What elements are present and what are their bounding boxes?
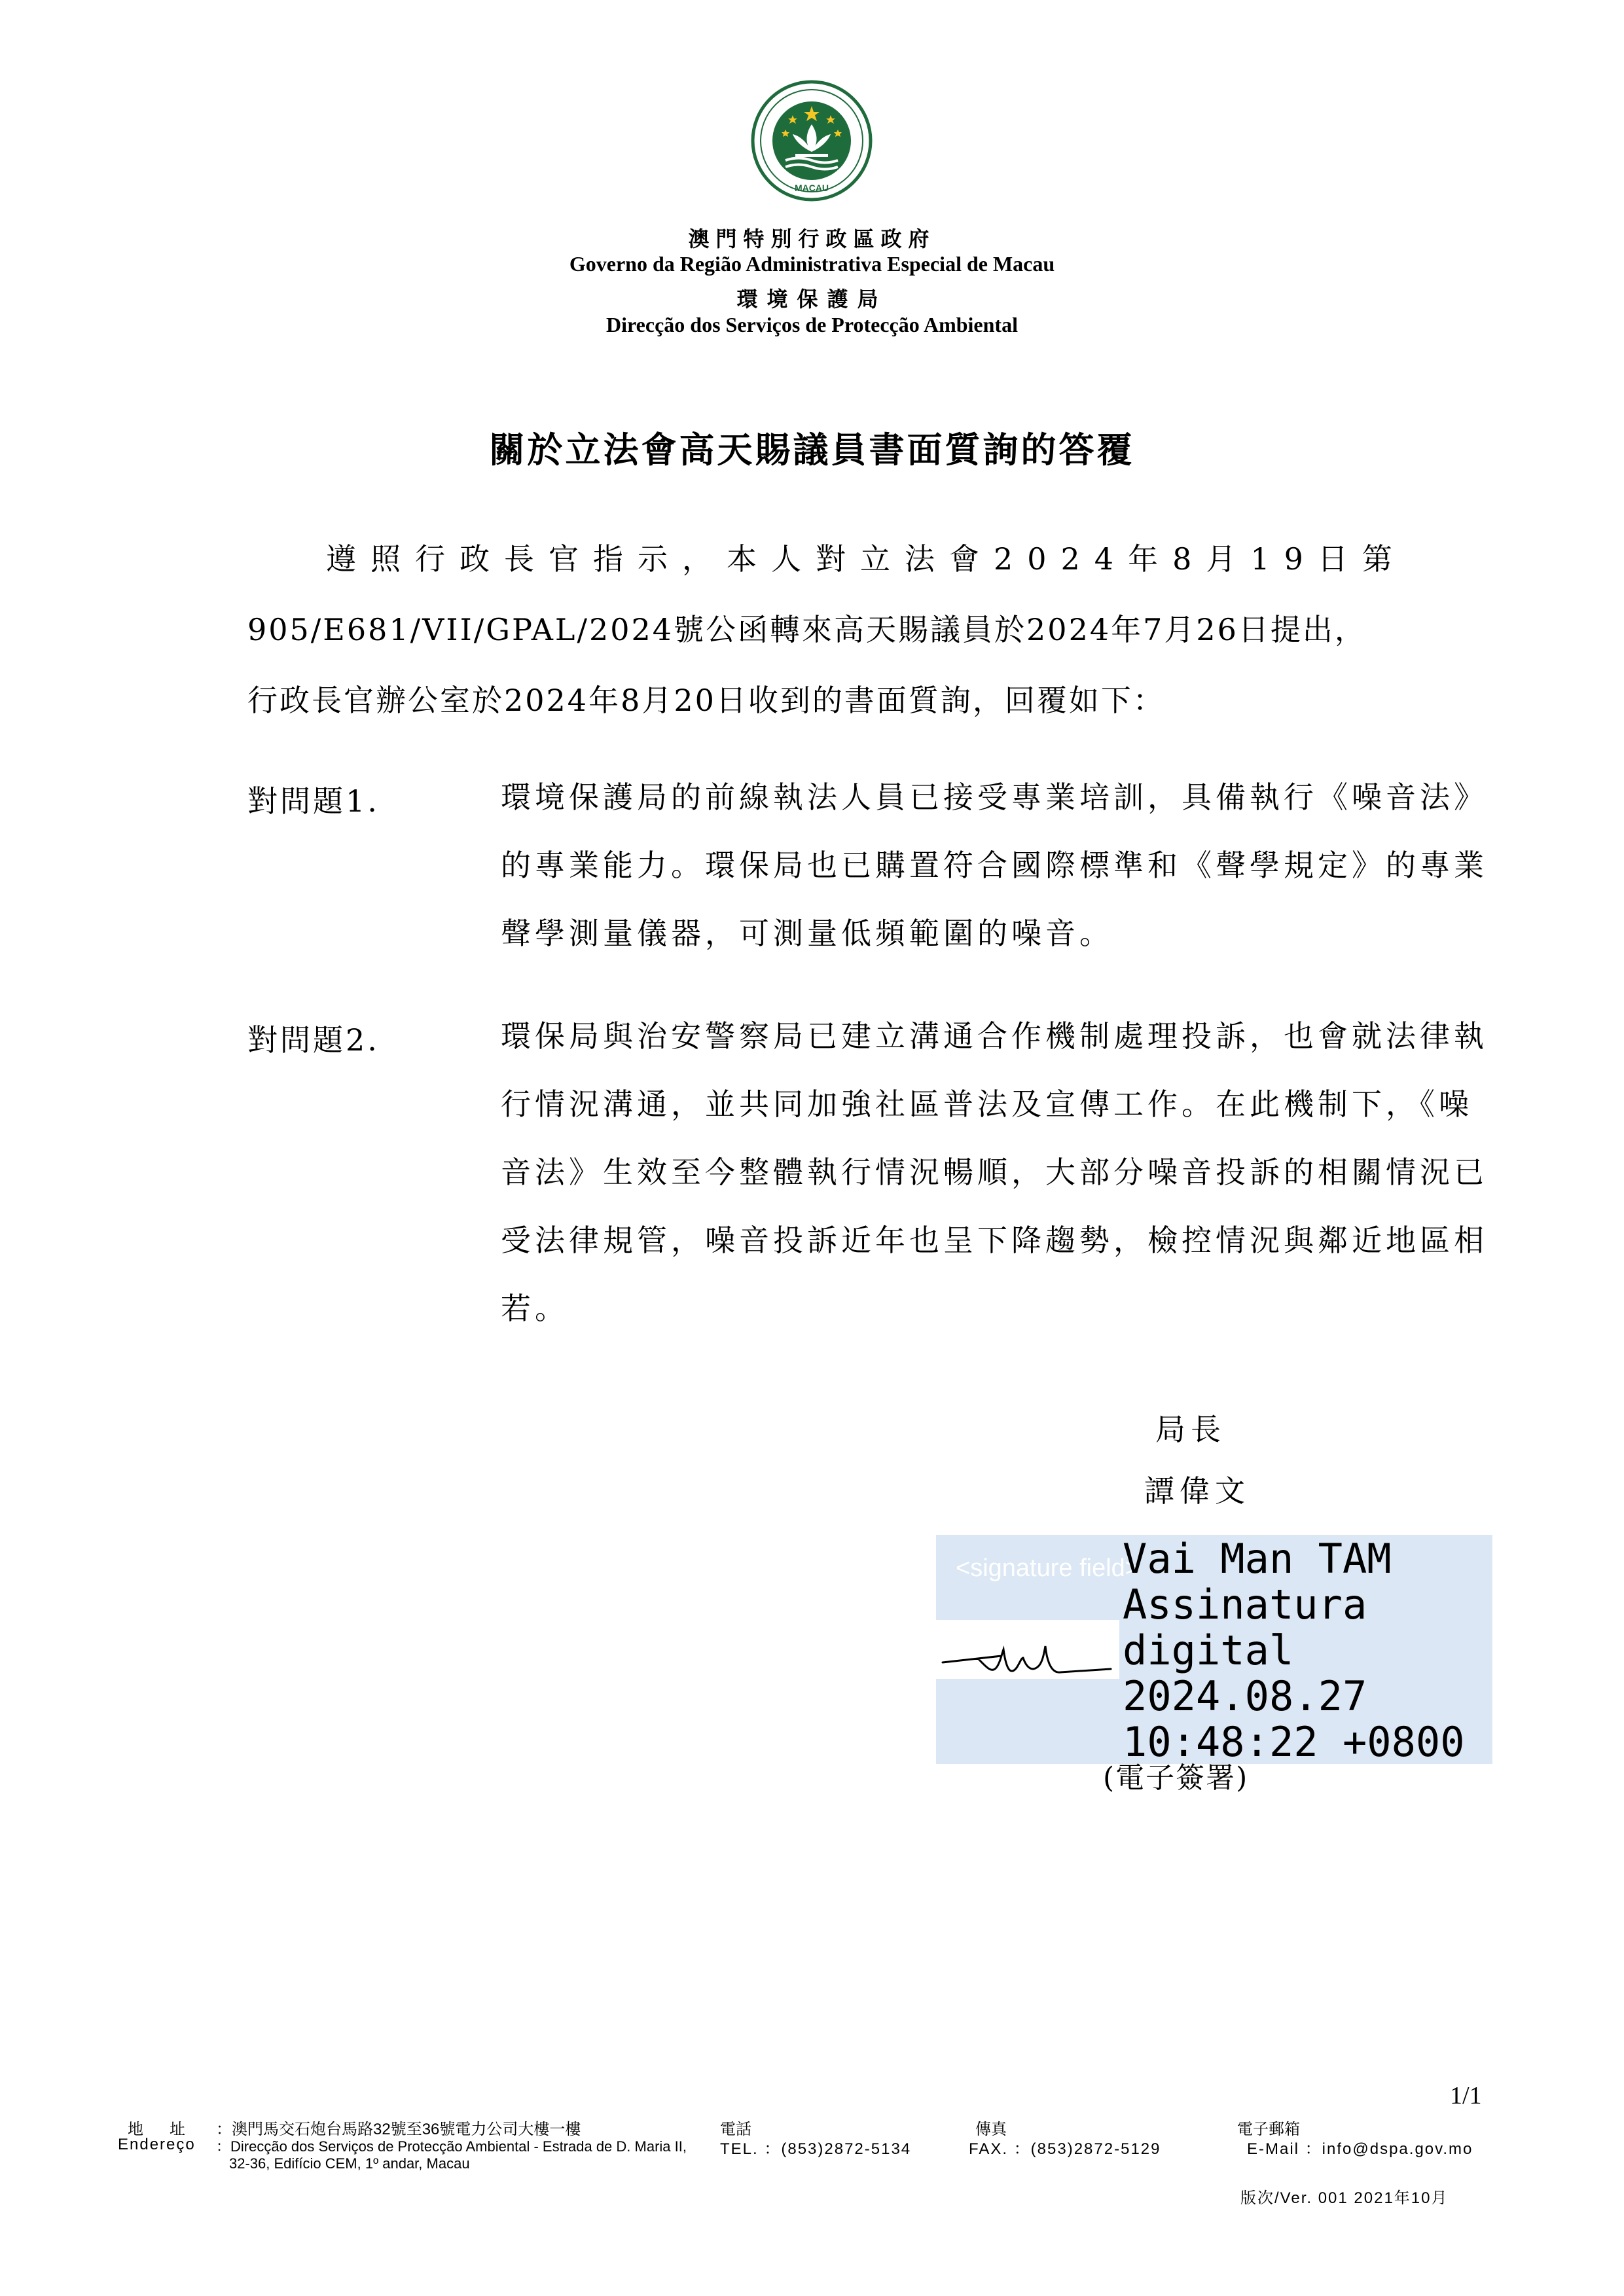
emblem-label: MACAU — [794, 183, 829, 193]
electronic-signature-label: (電子簽署) — [1103, 1761, 1249, 1795]
page-number: 1/1 — [1450, 2082, 1482, 2109]
document-title: 關於立法會高天賜議員書面質詢的答覆 — [489, 429, 1135, 471]
signatory-title: 局長 — [1155, 1412, 1226, 1447]
footer-address-label-pt: Endereço — [118, 2136, 196, 2153]
government-name-zh: 澳門特別行政區政府 — [688, 226, 936, 251]
signatory-name: 譚偉文 — [1144, 1473, 1250, 1509]
footer-fax-label: 傳真 — [975, 2121, 1007, 2138]
footer-email-label: 電子郵箱 — [1237, 2121, 1300, 2138]
department-name-zh: 環境保護局 — [736, 287, 888, 312]
footer-address-pt: ：Direcção dos Serviços de Protecção Ambiental - Estrada de D. Maria II, — [216, 2138, 687, 2155]
footer-address-label-zh: 地址 — [128, 2121, 211, 2138]
footer-fax: FAX. ：(853)2872-5129 — [969, 2140, 1161, 2158]
macau-emblem-logo — [749, 79, 874, 213]
answer-1-text: 環境保護局的前線執法人員已接受專業培訓，具備執行《噪音法》的專業能力。環保局也已購置符合國際標準和《聲學規定》的專業聲學測量儀器，可測量低頻範圍的噪音。 — [501, 780, 1488, 951]
footer-address-pt: 32-36, Edifício CEM, 1º andar, Macau — [229, 2155, 470, 2172]
footer-tel-label: 電話 — [720, 2121, 751, 2138]
intro-line: 遵照行政長官指示，本人對立法會2024年8月19日第 — [326, 541, 1407, 577]
signature-details: Vai Man TAM Assinatura digital 2024.08.27 10:48:22 +0800 — [1123, 1535, 1465, 1766]
intro-line: 905/E681/VII/GPAL/2024號公函轉來高天賜議員於2024年7月26日提出， — [247, 612, 1367, 647]
government-name-pt: Governo da Região Administrativa Especial de Macau — [569, 252, 1055, 276]
footer-email-link[interactable]: E-Mail ：info@dspa.gov.mo — [1247, 2140, 1473, 2158]
footer-version: 版次/Ver. 001 2021年10月 — [1240, 2189, 1449, 2207]
answer-2-text: 環保局與治安警察局已建立溝通合作機制處理投訴，也會就法律執行情況溝通，並共同加強社區普法及宣傳工作。在此機制下，《噪音法》生效至今整體執行情況暢順，大部分噪音投訴的相關情況已受法律規管，噪音投訴近年也呈下降趨勢，檢控情況與鄰近地區相若。 — [501, 1018, 1488, 1326]
answer-2-label: 對問題2. — [247, 1022, 380, 1058]
intro-paragraph — [247, 524, 1491, 736]
answer-1-label: 對問題1. — [247, 783, 380, 819]
intro-line: 行政長官辦公室於2024年8月20日收到的書面質詢，回覆如下： — [247, 683, 1165, 718]
handwritten-signature-icon — [939, 1633, 1116, 1685]
signature-placeholder: <signature field> — [956, 1554, 1140, 1582]
footer-address-zh: ：澳門馬交石炮台馬路32號至36號電力公司大樓一樓 — [216, 2121, 581, 2138]
department-name-pt: Direcção dos Serviços de Protecção Ambiental — [606, 313, 1018, 336]
digital-signature-field[interactable] — [936, 1535, 1492, 1764]
footer-tel: TEL. ：(853)2872-5134 — [720, 2140, 912, 2158]
